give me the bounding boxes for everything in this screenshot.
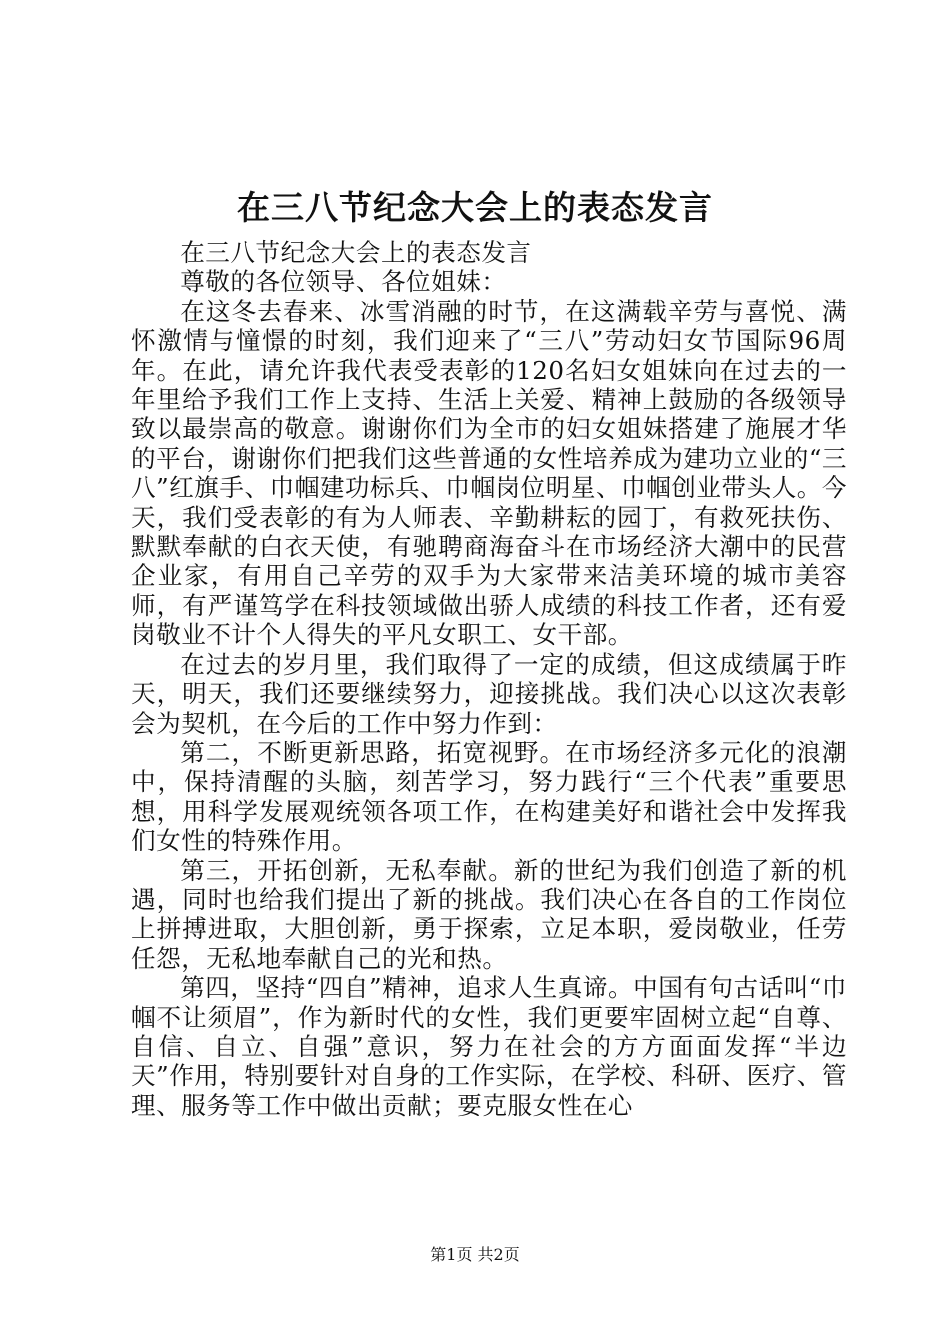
paragraph-salutation: 尊敬的各位领导、各位姐妹： bbox=[180, 267, 507, 297]
paragraph-intro: 在这冬去春来、冰雪消融的时节，在这满载辛劳与喜悦、满怀激情与憧憬的时刻，我们迎来了“三八”劳动妇女节国际96周年。在此，请允许我代表受表彰的120名妇女姐妹向在过去的一年里给予我们工作上支持、生活上关爱、精神上鼓励的各级领导致以最崇高的敬意。谢谢你们为全市的妇女姐妹搭建了施展才华的平台，谢谢你们把我们这些普通的女性培养成为建功立业的“三八”红旗手、巾帼建功标兵、巾帼岗位明星、巾帼创业带头人。今天，我们受表彰的有为人师表、辛勤耕耘的园丁，有救死扶伤、默默奉献的白衣天使，有驰聘商海奋斗在市场经济大潮中的民营企业家，有用自己辛劳的双手为大家带来洁美环境的城市美容师，有严谨笃学在科技领域做出骄人成绩的科技工作者，还有爱岗敬业不计个人得失的平凡女职工、女干部。 bbox=[131, 296, 847, 650]
page-number: 第1页 共2页 bbox=[430, 1245, 520, 1264]
document-title: 在三八节纪念大会上的表态发言 bbox=[237, 188, 713, 227]
page-footer bbox=[0, 1244, 950, 1266]
paragraph-resolve: 在过去的岁月里，我们取得了一定的成绩，但这成绩属于昨天，明天，我们还要继续努力，迎接挑战。我们决心以这次表彰会为契机，在今后的工作中努力作到： bbox=[131, 649, 847, 738]
paragraph-point-two: 第二，不断更新思路，拓宽视野。在市场经济多元化的浪潮中，保持清醒的头脑，刻苦学习，努力践行“三个代表”重要思想，用科学发展观统领各项工作，在构建美好和谐社会中发挥我们女性的特殊作用。 bbox=[131, 737, 847, 856]
paragraph-subtitle: 在三八节纪念大会上的表态发言 bbox=[180, 238, 532, 267]
document-body bbox=[131, 238, 847, 1120]
paragraph-point-three: 第三，开拓创新，无私奉献。新的世纪为我们创造了新的机遇，同时也给我们提出了新的挑战。我们决心在各自的工作岗位上拼搏进取，大胆创新，勇于探索，立足本职，爱岗敬业，任劳任怨，无私地奉献自己的光和热。 bbox=[131, 855, 847, 973]
paragraph-point-four: 第四，坚持“四自”精神，追求人生真谛。中国有句古话叫“巾帼不让须眉”，作为新时代的女性，我们更要牢固树立起“自尊、自信、自立、自强”意识，努力在社会的方方面面发挥“半边天”作用，特别要针对自身的工作实际，在学校、科研、医疗、管理、服务等工作中做出贡献；要克服女性在心 bbox=[131, 973, 847, 1120]
